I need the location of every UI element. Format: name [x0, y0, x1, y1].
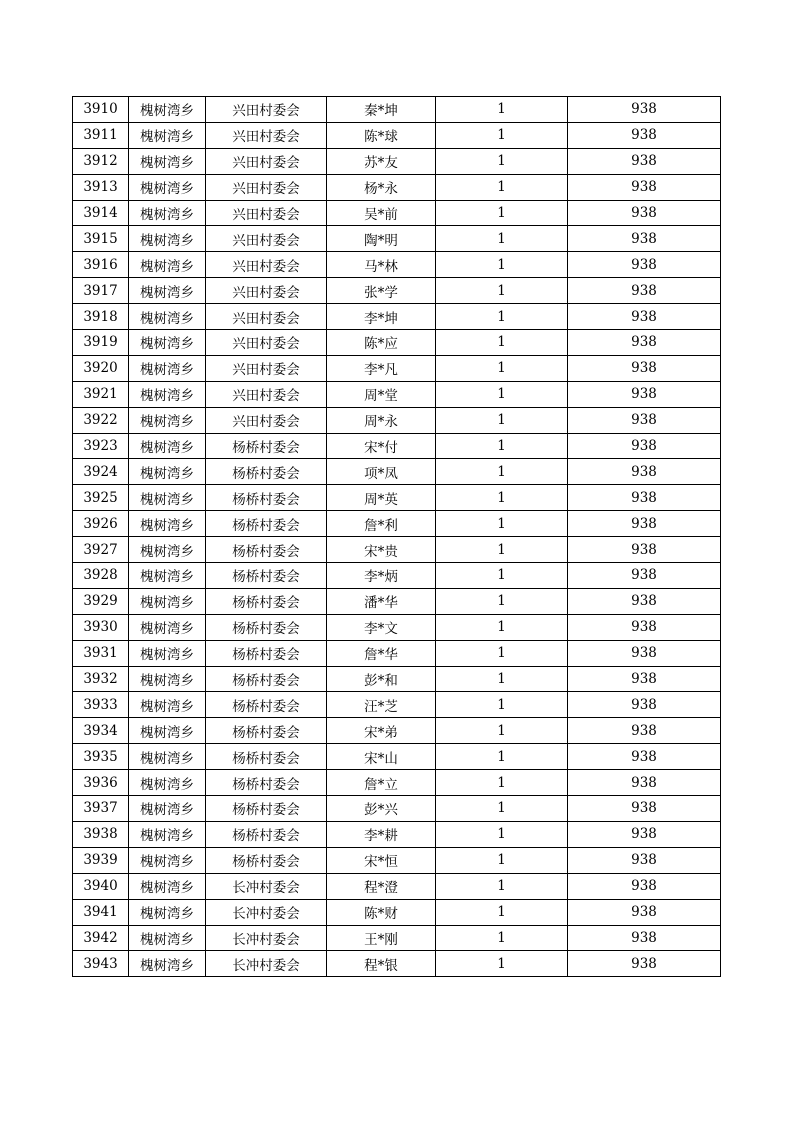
name-cell: 宋*弟: [327, 718, 436, 744]
amount-cell: 938: [568, 899, 721, 925]
township-cell: 槐树湾乡: [129, 537, 206, 563]
name-cell: 宋*贵: [327, 537, 436, 563]
name-cell: 宋*恒: [327, 847, 436, 873]
amount-cell: 938: [568, 148, 721, 174]
count-cell: 1: [436, 951, 568, 977]
count-cell: 1: [436, 485, 568, 511]
serial-number-cell: 3927: [73, 537, 129, 563]
serial-number-cell: 3943: [73, 951, 129, 977]
amount-cell: 938: [568, 122, 721, 148]
name-cell: 周*永: [327, 407, 436, 433]
table-row: [73, 278, 721, 304]
table-row: [73, 951, 721, 977]
name-cell: 周*英: [327, 485, 436, 511]
village-committee-cell: 杨桥村委会: [206, 796, 327, 822]
township-cell: 槐树湾乡: [129, 226, 206, 252]
table-row: [73, 718, 721, 744]
table-row: [73, 511, 721, 537]
table-row: [73, 304, 721, 330]
township-cell: 槐树湾乡: [129, 951, 206, 977]
table-row: [73, 666, 721, 692]
amount-cell: 938: [568, 796, 721, 822]
table-row: [73, 925, 721, 951]
count-cell: 1: [436, 614, 568, 640]
table-row: [73, 381, 721, 407]
amount-cell: 938: [568, 614, 721, 640]
amount-cell: 938: [568, 485, 721, 511]
serial-number-cell: 3916: [73, 252, 129, 278]
amount-cell: 938: [568, 692, 721, 718]
township-cell: 槐树湾乡: [129, 278, 206, 304]
table-row: [73, 433, 721, 459]
amount-cell: 938: [568, 252, 721, 278]
township-cell: 槐树湾乡: [129, 355, 206, 381]
name-cell: 程*银: [327, 951, 436, 977]
count-cell: 1: [436, 304, 568, 330]
count-cell: 1: [436, 718, 568, 744]
table-row: [73, 97, 721, 123]
village-committee-cell: 杨桥村委会: [206, 770, 327, 796]
serial-number-cell: 3931: [73, 640, 129, 666]
name-cell: 李*坤: [327, 304, 436, 330]
count-cell: 1: [436, 148, 568, 174]
village-committee-cell: 兴田村委会: [206, 226, 327, 252]
township-cell: 槐树湾乡: [129, 873, 206, 899]
serial-number-cell: 3941: [73, 899, 129, 925]
township-cell: 槐树湾乡: [129, 718, 206, 744]
serial-number-cell: 3942: [73, 925, 129, 951]
count-cell: 1: [436, 847, 568, 873]
amount-cell: 938: [568, 744, 721, 770]
count-cell: 1: [436, 252, 568, 278]
table-row: [73, 873, 721, 899]
village-committee-cell: 长冲村委会: [206, 925, 327, 951]
serial-number-cell: 3913: [73, 174, 129, 200]
village-committee-cell: 兴田村委会: [206, 252, 327, 278]
village-committee-cell: 杨桥村委会: [206, 666, 327, 692]
name-cell: 项*凤: [327, 459, 436, 485]
township-cell: 槐树湾乡: [129, 381, 206, 407]
count-cell: 1: [436, 355, 568, 381]
serial-number-cell: 3925: [73, 485, 129, 511]
name-cell: 陶*明: [327, 226, 436, 252]
township-cell: 槐树湾乡: [129, 899, 206, 925]
name-cell: 陈*应: [327, 330, 436, 356]
serial-number-cell: 3926: [73, 511, 129, 537]
township-cell: 槐树湾乡: [129, 97, 206, 123]
count-cell: 1: [436, 407, 568, 433]
village-committee-cell: 长冲村委会: [206, 951, 327, 977]
serial-number-cell: 3929: [73, 588, 129, 614]
township-cell: 槐树湾乡: [129, 640, 206, 666]
count-cell: 1: [436, 278, 568, 304]
serial-number-cell: 3917: [73, 278, 129, 304]
table-row: [73, 821, 721, 847]
township-cell: 槐树湾乡: [129, 847, 206, 873]
village-committee-cell: 兴田村委会: [206, 304, 327, 330]
village-committee-cell: 杨桥村委会: [206, 459, 327, 485]
serial-number-cell: 3915: [73, 226, 129, 252]
township-cell: 槐树湾乡: [129, 925, 206, 951]
village-committee-cell: 兴田村委会: [206, 122, 327, 148]
table-row: [73, 614, 721, 640]
village-committee-cell: 杨桥村委会: [206, 511, 327, 537]
name-cell: 陈*球: [327, 122, 436, 148]
name-cell: 汪*芝: [327, 692, 436, 718]
table-row: [73, 122, 721, 148]
amount-cell: 938: [568, 174, 721, 200]
serial-number-cell: 3932: [73, 666, 129, 692]
village-committee-cell: 杨桥村委会: [206, 563, 327, 589]
village-committee-cell: 兴田村委会: [206, 174, 327, 200]
serial-number-cell: 3938: [73, 821, 129, 847]
name-cell: 吴*前: [327, 200, 436, 226]
amount-cell: 938: [568, 666, 721, 692]
serial-number-cell: 3936: [73, 770, 129, 796]
name-cell: 程*澄: [327, 873, 436, 899]
amount-cell: 938: [568, 511, 721, 537]
amount-cell: 938: [568, 226, 721, 252]
name-cell: 李*耕: [327, 821, 436, 847]
amount-cell: 938: [568, 951, 721, 977]
name-cell: 杨*永: [327, 174, 436, 200]
name-cell: 宋*付: [327, 433, 436, 459]
roster-table-body: [73, 97, 721, 977]
amount-cell: 938: [568, 821, 721, 847]
count-cell: 1: [436, 433, 568, 459]
count-cell: 1: [436, 174, 568, 200]
count-cell: 1: [436, 226, 568, 252]
table-row: [73, 847, 721, 873]
table-row: [73, 148, 721, 174]
name-cell: 张*学: [327, 278, 436, 304]
table-row: [73, 692, 721, 718]
village-committee-cell: 杨桥村委会: [206, 847, 327, 873]
village-committee-cell: 杨桥村委会: [206, 614, 327, 640]
name-cell: 马*林: [327, 252, 436, 278]
amount-cell: 938: [568, 459, 721, 485]
amount-cell: 938: [568, 381, 721, 407]
serial-number-cell: 3930: [73, 614, 129, 640]
amount-cell: 938: [568, 640, 721, 666]
count-cell: 1: [436, 511, 568, 537]
table-row: [73, 174, 721, 200]
township-cell: 槐树湾乡: [129, 148, 206, 174]
table-row: [73, 252, 721, 278]
township-cell: 槐树湾乡: [129, 511, 206, 537]
township-cell: 槐树湾乡: [129, 252, 206, 278]
township-cell: 槐树湾乡: [129, 588, 206, 614]
village-committee-cell: 兴田村委会: [206, 355, 327, 381]
amount-cell: 938: [568, 588, 721, 614]
serial-number-cell: 3921: [73, 381, 129, 407]
amount-cell: 938: [568, 563, 721, 589]
township-cell: 槐树湾乡: [129, 744, 206, 770]
village-committee-cell: 杨桥村委会: [206, 588, 327, 614]
count-cell: 1: [436, 640, 568, 666]
count-cell: 1: [436, 122, 568, 148]
serial-number-cell: 3912: [73, 148, 129, 174]
township-cell: 槐树湾乡: [129, 459, 206, 485]
amount-cell: 938: [568, 925, 721, 951]
village-committee-cell: 杨桥村委会: [206, 744, 327, 770]
name-cell: 陈*财: [327, 899, 436, 925]
serial-number-cell: 3911: [73, 122, 129, 148]
table-row: [73, 330, 721, 356]
table-row: [73, 744, 721, 770]
township-cell: 槐树湾乡: [129, 770, 206, 796]
count-cell: 1: [436, 744, 568, 770]
name-cell: 王*刚: [327, 925, 436, 951]
name-cell: 苏*友: [327, 148, 436, 174]
count-cell: 1: [436, 796, 568, 822]
township-cell: 槐树湾乡: [129, 485, 206, 511]
name-cell: 周*堂: [327, 381, 436, 407]
township-cell: 槐树湾乡: [129, 692, 206, 718]
name-cell: 潘*华: [327, 588, 436, 614]
name-cell: 彭*兴: [327, 796, 436, 822]
serial-number-cell: 3924: [73, 459, 129, 485]
amount-cell: 938: [568, 770, 721, 796]
amount-cell: 938: [568, 873, 721, 899]
township-cell: 槐树湾乡: [129, 796, 206, 822]
name-cell: 詹*立: [327, 770, 436, 796]
count-cell: 1: [436, 770, 568, 796]
name-cell: 彭*和: [327, 666, 436, 692]
name-cell: 李*凡: [327, 355, 436, 381]
serial-number-cell: 3935: [73, 744, 129, 770]
table-row: [73, 485, 721, 511]
name-cell: 詹*利: [327, 511, 436, 537]
count-cell: 1: [436, 97, 568, 123]
serial-number-cell: 3940: [73, 873, 129, 899]
table-row: [73, 640, 721, 666]
table-row: [73, 770, 721, 796]
serial-number-cell: 3910: [73, 97, 129, 123]
serial-number-cell: 3919: [73, 330, 129, 356]
township-cell: 槐树湾乡: [129, 407, 206, 433]
name-cell: 宋*山: [327, 744, 436, 770]
count-cell: 1: [436, 925, 568, 951]
table-row: [73, 200, 721, 226]
table-row: [73, 407, 721, 433]
township-cell: 槐树湾乡: [129, 614, 206, 640]
amount-cell: 938: [568, 330, 721, 356]
village-committee-cell: 兴田村委会: [206, 148, 327, 174]
township-cell: 槐树湾乡: [129, 174, 206, 200]
amount-cell: 938: [568, 200, 721, 226]
table-row: [73, 226, 721, 252]
count-cell: 1: [436, 666, 568, 692]
name-cell: 李*文: [327, 614, 436, 640]
count-cell: 1: [436, 200, 568, 226]
count-cell: 1: [436, 692, 568, 718]
amount-cell: 938: [568, 97, 721, 123]
serial-number-cell: 3914: [73, 200, 129, 226]
table-row: [73, 796, 721, 822]
village-committee-cell: 兴田村委会: [206, 200, 327, 226]
table-row: [73, 355, 721, 381]
amount-cell: 938: [568, 355, 721, 381]
serial-number-cell: 3933: [73, 692, 129, 718]
table-row: [73, 537, 721, 563]
village-committee-cell: 兴田村委会: [206, 330, 327, 356]
count-cell: 1: [436, 381, 568, 407]
amount-cell: 938: [568, 718, 721, 744]
village-committee-cell: 杨桥村委会: [206, 821, 327, 847]
table-row: [73, 459, 721, 485]
serial-number-cell: 3939: [73, 847, 129, 873]
serial-number-cell: 3920: [73, 355, 129, 381]
table-row: [73, 899, 721, 925]
village-committee-cell: 长冲村委会: [206, 873, 327, 899]
township-cell: 槐树湾乡: [129, 122, 206, 148]
table-row: [73, 563, 721, 589]
serial-number-cell: 3922: [73, 407, 129, 433]
township-cell: 槐树湾乡: [129, 821, 206, 847]
township-cell: 槐树湾乡: [129, 330, 206, 356]
amount-cell: 938: [568, 433, 721, 459]
count-cell: 1: [436, 459, 568, 485]
township-cell: 槐树湾乡: [129, 304, 206, 330]
count-cell: 1: [436, 899, 568, 925]
count-cell: 1: [436, 873, 568, 899]
serial-number-cell: 3934: [73, 718, 129, 744]
name-cell: 李*炳: [327, 563, 436, 589]
count-cell: 1: [436, 821, 568, 847]
village-committee-cell: 杨桥村委会: [206, 485, 327, 511]
township-cell: 槐树湾乡: [129, 433, 206, 459]
count-cell: 1: [436, 330, 568, 356]
village-committee-cell: 兴田村委会: [206, 97, 327, 123]
village-committee-cell: 杨桥村委会: [206, 640, 327, 666]
serial-number-cell: 3923: [73, 433, 129, 459]
count-cell: 1: [436, 537, 568, 563]
township-cell: 槐树湾乡: [129, 563, 206, 589]
serial-number-cell: 3918: [73, 304, 129, 330]
amount-cell: 938: [568, 537, 721, 563]
roster-table: [72, 96, 721, 977]
name-cell: 秦*坤: [327, 97, 436, 123]
amount-cell: 938: [568, 304, 721, 330]
village-committee-cell: 长冲村委会: [206, 899, 327, 925]
village-committee-cell: 兴田村委会: [206, 381, 327, 407]
serial-number-cell: 3937: [73, 796, 129, 822]
village-committee-cell: 兴田村委会: [206, 407, 327, 433]
amount-cell: 938: [568, 847, 721, 873]
table-row: [73, 588, 721, 614]
village-committee-cell: 杨桥村委会: [206, 692, 327, 718]
township-cell: 槐树湾乡: [129, 666, 206, 692]
amount-cell: 938: [568, 407, 721, 433]
count-cell: 1: [436, 563, 568, 589]
village-committee-cell: 杨桥村委会: [206, 433, 327, 459]
village-committee-cell: 兴田村委会: [206, 278, 327, 304]
village-committee-cell: 杨桥村委会: [206, 537, 327, 563]
village-committee-cell: 杨桥村委会: [206, 718, 327, 744]
township-cell: 槐树湾乡: [129, 200, 206, 226]
count-cell: 1: [436, 588, 568, 614]
name-cell: 詹*华: [327, 640, 436, 666]
amount-cell: 938: [568, 278, 721, 304]
serial-number-cell: 3928: [73, 563, 129, 589]
